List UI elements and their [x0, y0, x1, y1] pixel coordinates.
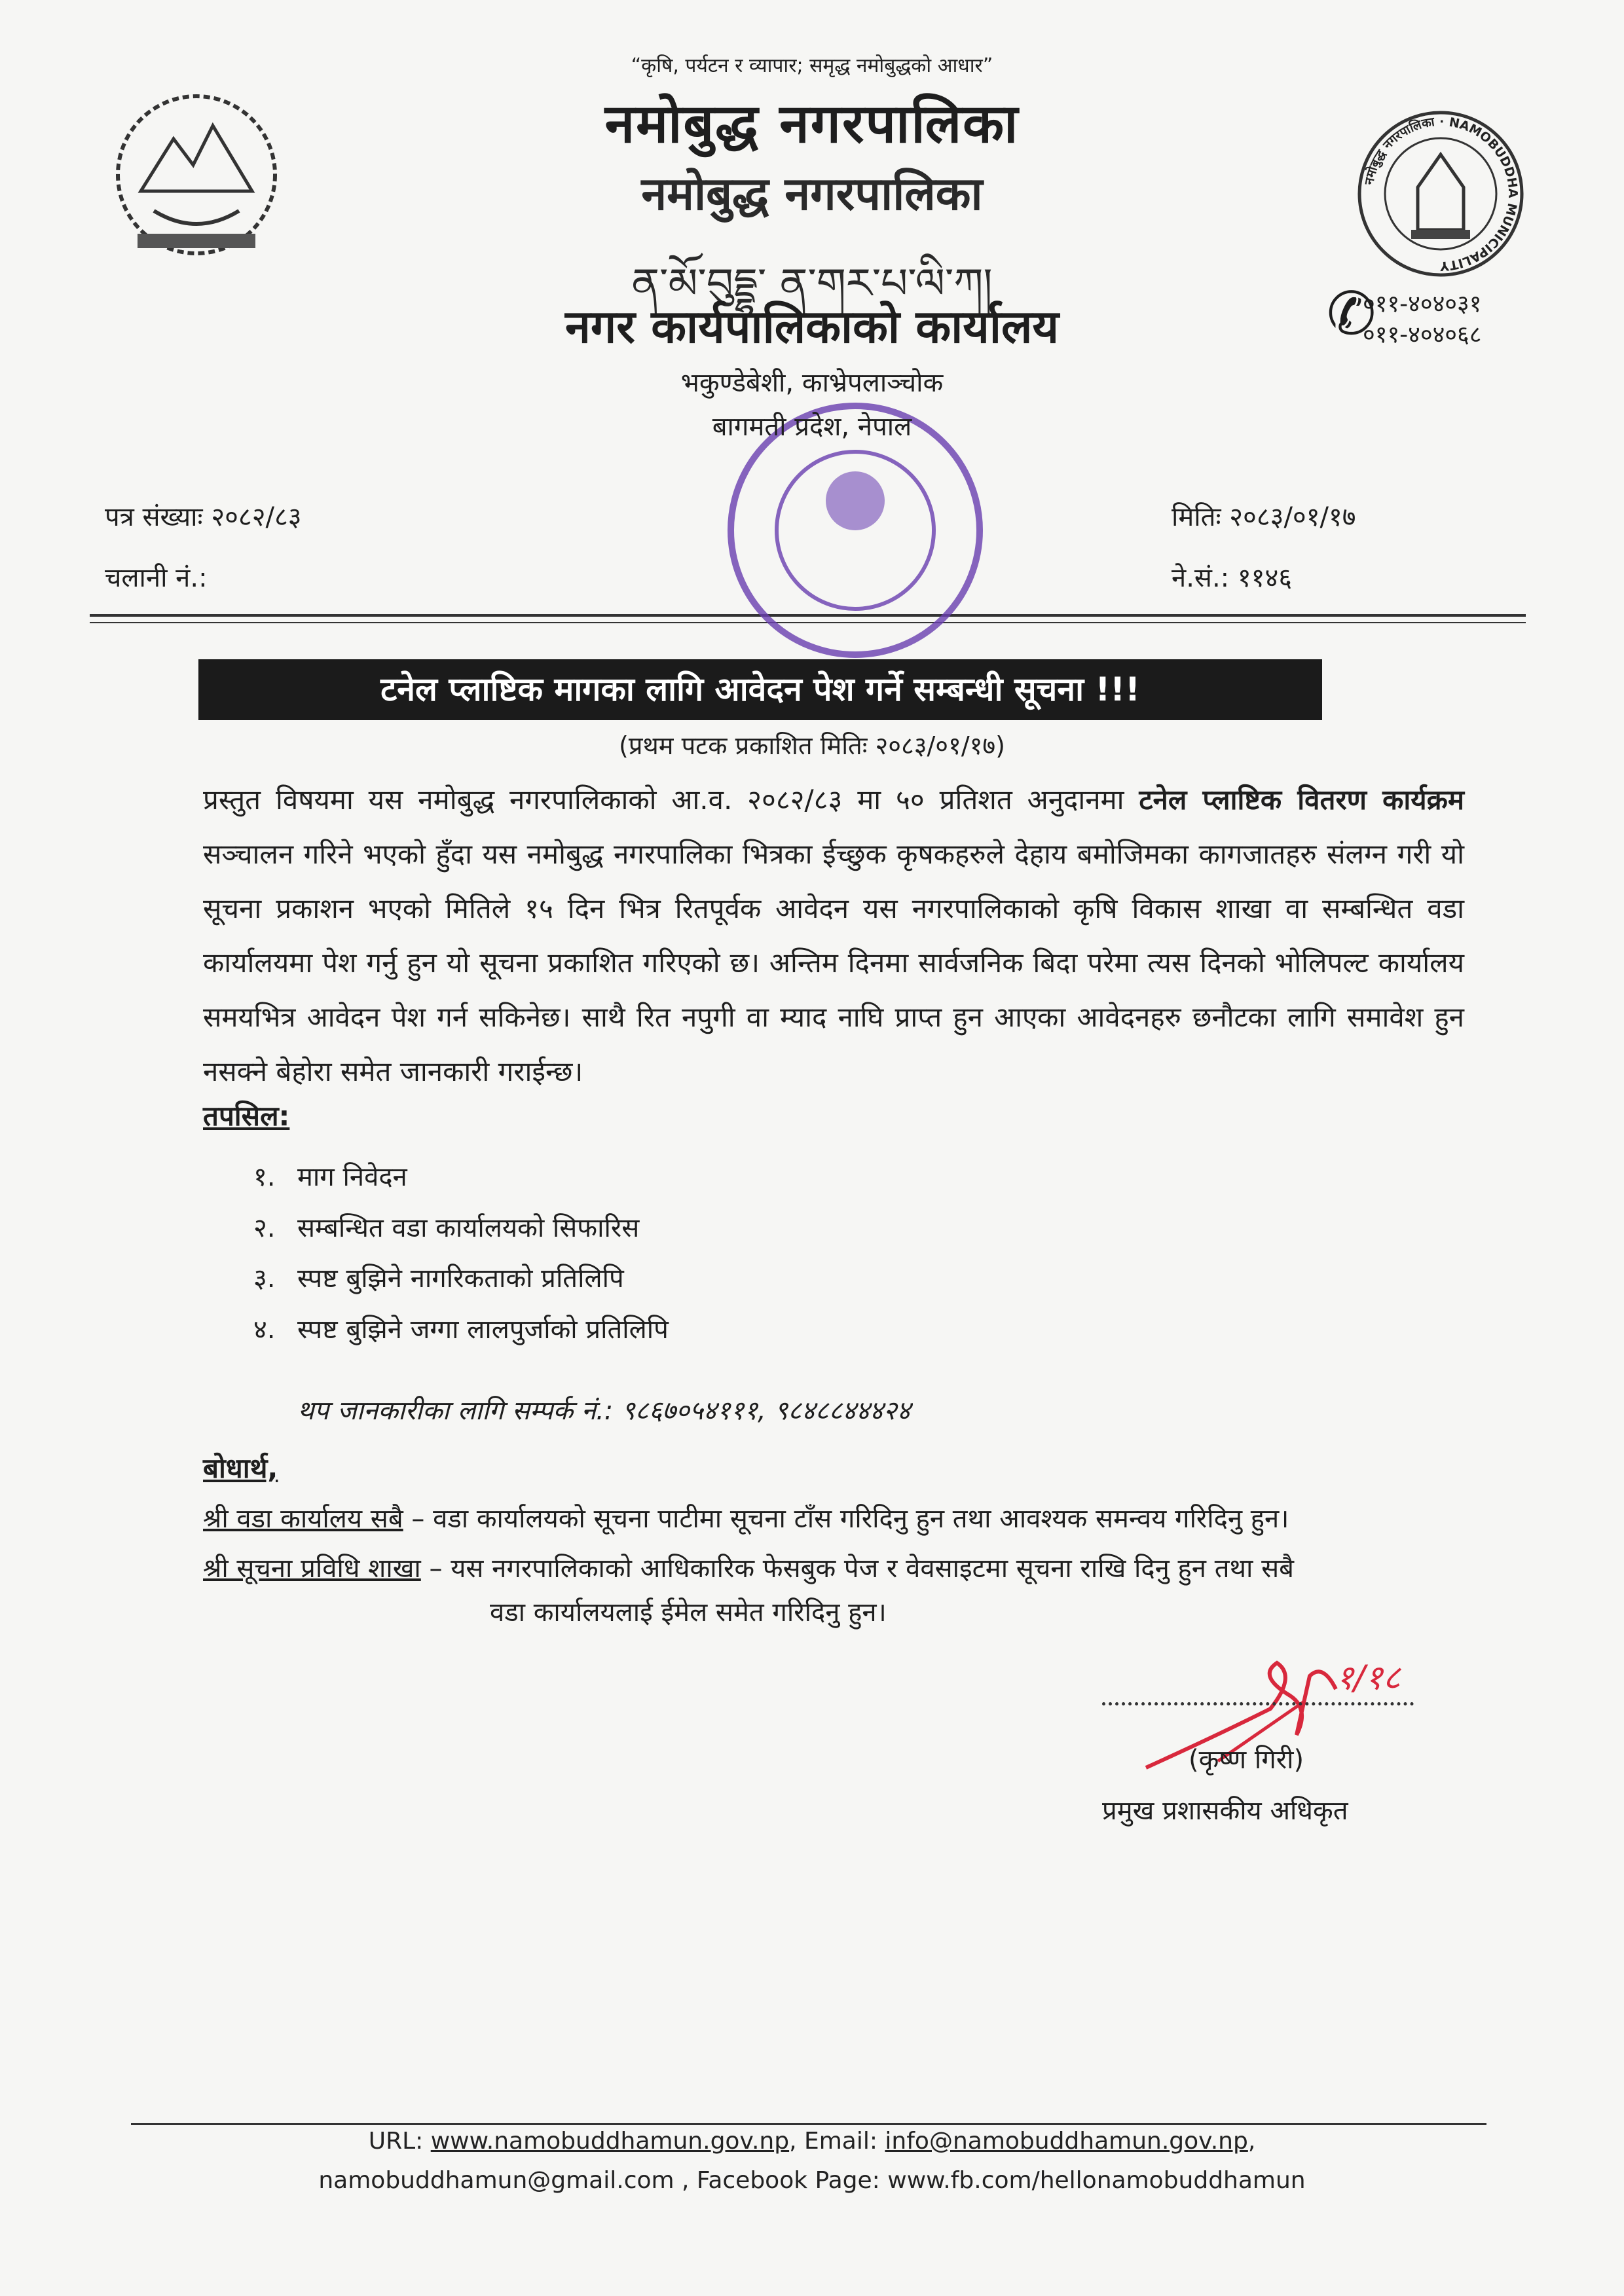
phone-number: ०११-४०४०६८: [1363, 321, 1482, 348]
phone-icon: ✆: [1327, 280, 1376, 348]
dispatch-number-label: चलानी नं.:: [105, 563, 208, 593]
list-text: स्पष्ट बुझिने नागरिकताको प्रतिलिपि: [297, 1264, 624, 1294]
date-value: २०८३/०१/१७: [1229, 502, 1356, 532]
contact-info: थप जानकारीका लागि सम्पर्क नं.: ९८६७०५४१११, ९८४८८४४४२४: [297, 1396, 911, 1426]
notice-subtitle: (प्रथम पटक प्रकाशित मितिः २०८३/०१/१७): [619, 731, 1005, 760]
facebook-label: , Facebook Page:: [674, 2167, 888, 2194]
footer-line: URL: www.namobuddhamun.gov.np, Email: info@namobuddhamun.gov.np,: [368, 2128, 1256, 2155]
list-text: स्पष्ट बुझिने जग्गा लालपुर्जाको प्रतिलिपि: [297, 1315, 669, 1345]
phone-number: ०११-४०४०३१: [1363, 291, 1482, 318]
cc-item: [203, 1549, 1294, 1585]
email-link[interactable]: info@namobuddhamun.gov.np: [885, 2128, 1248, 2155]
list-item: [253, 1209, 639, 1245]
list-number: ३.: [253, 1264, 276, 1294]
list-text: माग निवेदन: [297, 1162, 407, 1192]
cc-recipient: श्री वडा कार्यालय सबै: [203, 1504, 403, 1534]
list-text: सम्बन्धित वडा कार्यालयको सिफारिस: [297, 1213, 640, 1243]
address-line: भकुण्डेबेशी, काभ्रेपलाञ्चोक: [680, 368, 944, 398]
cc-text: – यस नगरपालिकाको आधिकारिक फेसबुक पेज र वेवसाइटमा सूचना राखि दिनु हुन तथा सबै: [420, 1554, 1295, 1584]
letter-date: [1172, 498, 1356, 534]
office-title: नगर कार्यपालिकाको कार्यालय: [564, 300, 1060, 354]
email-label: , Email:: [789, 2128, 885, 2155]
list-number: १.: [253, 1162, 276, 1192]
signatory-name: (कृष्ण गिरी): [1189, 1745, 1304, 1775]
footer-line: [0, 2167, 1624, 2194]
body-text: प्रस्तुत विषयमा यस नमोबुद्ध नगरपालिकाको आ.व. २०८२/८३ मा ५० प्रतिशत अनुदानमा: [203, 784, 1139, 816]
url-label: URL:: [368, 2128, 431, 2155]
nepal-sambat: [1172, 558, 1292, 594]
details-heading: तपसिल:: [203, 1100, 290, 1132]
cc-text-continued: वडा कार्यालयलाई ईमेल समेत गरिदिनु हुन।: [490, 1597, 887, 1628]
cc-item: [203, 1499, 1289, 1535]
list-item: [253, 1259, 624, 1295]
list-number: २.: [253, 1213, 276, 1243]
cc-heading: बोधार्थ,: [203, 1452, 278, 1484]
body-text: सञ्चालन गरिने भएको हुँदा यस नमोबुद्ध नगरपालिका भित्रका ईच्छुक कृषकहरुले देहाय बमोजिमका कागजातहरु संलग्न गरी यो सूचना प्रकाशन भएको मितिले १५ दिन भित्र रितपूर्वक आवेदन यस नगरपालिकाको कृषि विकास शाखा वा सम्बन्धित वडा कार्यालयमा पेश गर्नु हुन यो सूचना प्रकाशित गरिएको छ। अन्तिम दिनमा सार्वजनिक बिदा परेमा त्यस दिनको भोलिपल्ट कार्यालय समयभित्र आवेदन पेश गर्न सकिनेछ। साथै रित नपुगी वा म्याद नाघि प्राप्त हुन आएका आवेदनहरु छनौटका लागि समावेश हुन नसक्ने बेहोरा समेत जानकारी गराईन्छ।: [203, 838, 1464, 1087]
signatory-designation: प्रमुख प्रशासकीय अधिकृत: [1102, 1796, 1348, 1826]
letter-number-label: पत्र संख्याः: [105, 502, 203, 532]
signature-line: [1102, 1702, 1414, 1705]
handwritten-date: १/१८: [1336, 1658, 1401, 1698]
ns-value: ११४६: [1237, 563, 1293, 593]
address-line: बागमती प्रदेश, नेपाल: [712, 412, 912, 442]
notice-body: [203, 773, 1464, 1099]
list-number: ४.: [253, 1315, 276, 1345]
cc-recipient: श्री सूचना प्रविधि शाखा: [203, 1554, 421, 1584]
ns-label: ने.सं.:: [1172, 563, 1230, 593]
footer-divider: [131, 2123, 1486, 2125]
municipality-title-tibetan: ན་མོ་བུདྡྷ་ ན་གར་པ་ལི་ཀ།: [631, 260, 993, 308]
date-label: मितिः: [1172, 502, 1221, 532]
letter-number-value: २०८२/८३: [211, 502, 302, 532]
body-bold-text: टनेल प्लाष्टिक वितरण कार्यक्रम: [1139, 784, 1464, 816]
gmail-link[interactable]: namobuddhamun@gmail.com: [318, 2167, 674, 2194]
municipality-title-newari: नमोबुद्ध नगरपालिका: [641, 167, 983, 221]
notice-title: टनेल प्लाष्टिक मागका लागि आवेदन पेश गर्ने सम्बन्धी सूचना !!!: [198, 659, 1322, 720]
dispatch-number: [105, 558, 208, 594]
logo-ring-textpath: नमोबुद्ध नगरपालिका · NAMOBUDDHA MUNICIPALITY: [1361, 114, 1521, 274]
list-item: [253, 1157, 407, 1194]
municipality-title: नमोबुद्ध नगरपालिका: [604, 93, 1020, 155]
cc-text: – वडा कार्यालयको सूचना पाटीमा सूचना टाँस गरिदिनु हुन तथा आवश्यक समन्वय गरिदिनु हुन।: [403, 1504, 1289, 1534]
letter-number: [105, 498, 302, 534]
slogan: “कृषि, पर्यटन र व्यापार; समृद्ध नमोबुद्धको आधार”: [631, 54, 993, 77]
list-item: [253, 1310, 669, 1346]
facebook-link[interactable]: www.fb.com/hellonamobuddhamun: [887, 2167, 1306, 2194]
website-link[interactable]: www.namobuddhamun.gov.np: [430, 2128, 790, 2155]
